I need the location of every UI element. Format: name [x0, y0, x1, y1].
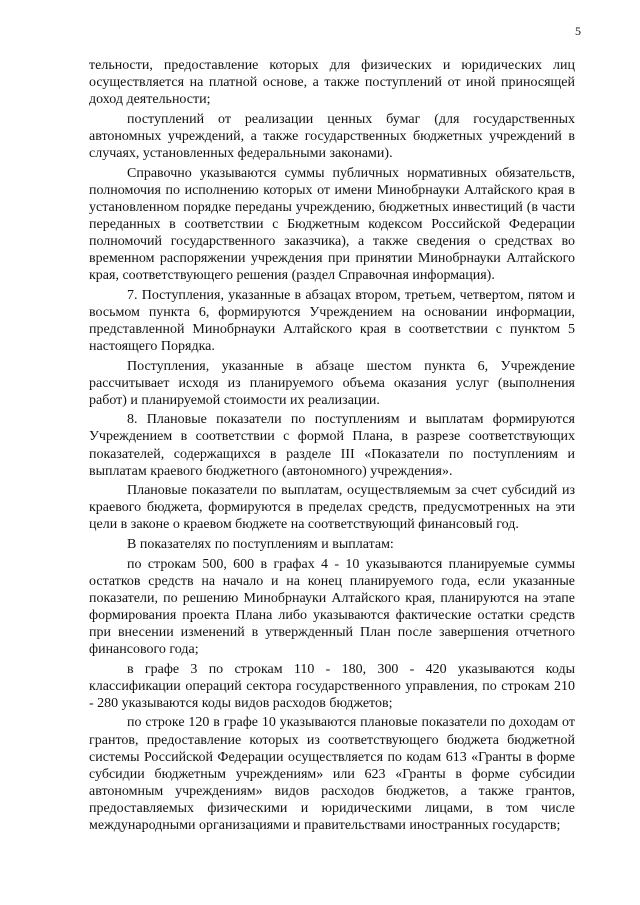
paragraph-line-120-grants: по строке 120 в графе 10 указываются плановые показатели по доходам от грантов, предоставление которых из соответствующего бюджета бюджетной системы Российской Федерации осуществляется по кодам 613 «Гранты в форме субсидии бюджетным учреждениям» или 623 «Гранты в форме субсидии автономным учреждениям» видов расходов бюджетов, а также грантов, предоставляемых физическими и юридическими лицами, в том числе международными организациями и правительствами иностранных государств;	[89, 715, 575, 834]
paragraph-paid-services: Поступления, указанные в абзаце шестом пункта 6, Учреждение рассчитывает исходя из планируемого объема оказания услуг (выполнения работ) и планируемой стоимости их реализации.	[89, 358, 575, 408]
paragraph-indicators-intro: В показателях по поступлениям и выплатам:	[127, 537, 394, 553]
paragraph-item-7: 7. Поступления, указанные в абзацах втором, третьем, четвертом, пятом и восьмом пункта 6, формируются Учреждением на основании информации, представленной Минобрнауки Алтайского края в соответствии с пунктом 5 настоящего Порядка.	[89, 287, 575, 354]
paragraph-securities-income: поступлений от реализации ценных бумаг (для государственных автономных учреждений, а также государственных бюджетных учреждений в случаях, установленных федеральными законами).	[89, 111, 575, 161]
paragraph-column-3-codes: в графе 3 по строкам 110 - 180, 300 - 420 указываются коды классификации операций сектора государственного управления, по строкам 210 - 280 указываются коды видов расходов бюджетов;	[89, 661, 575, 711]
paragraph-reference-info: Справочно указываются суммы публичных нормативных обязательств, полномочия по исполнению которых от имени Минобрнауки Алтайского края в установленном порядке переданы учреждению, бюджетных инвестиций (в части переданных в соответствии с Бюджетным кодексом Российской Федерации полномочий государственного заказчика), а также сведения о средствах во временном распоряжении учреждения при принятии Минобрнауки Алтайского края, соответствующего решения (раздел Справочная информация).	[89, 165, 575, 284]
page-number: 5	[575, 24, 581, 38]
document-body	[89, 57, 575, 837]
paragraph-lines-500-600: по строкам 500, 600 в графах 4 - 10 указываются планируемые суммы остатков средств на начало и на конец планируемого года, если указанные показатели, по решению Минобрнауки Алтайского края, планируются на этапе формирования проекта Плана либо указываются фактические остатки средств при внесении изменений в утвержденный План после завершения отчетного финансового года;	[89, 556, 575, 658]
paragraph-item-8: 8. Плановые показатели по поступлениям и выплатам формируются Учреждением в соответствии с формой Плана, в разрезе соответствующих показателей, содержащихся в разделе III «Показатели по поступлениям и выплатам краевого бюджетного (автономного) учреждения».	[89, 412, 575, 479]
paragraph-continuation: тельности, предоставление которых для физических и юридических лиц осуществляется на платной основе, а также поступлений от иной приносящей доход деятельности;	[89, 58, 575, 108]
paragraph-subsidy-payments: Плановые показатели по выплатам, осуществляемым за счет субсидий из краевого бюджета, формируются в пределах средств, предусмотренных на эти цели в законе о краевом бюджете на соответствующий финансовый год.	[89, 483, 575, 533]
